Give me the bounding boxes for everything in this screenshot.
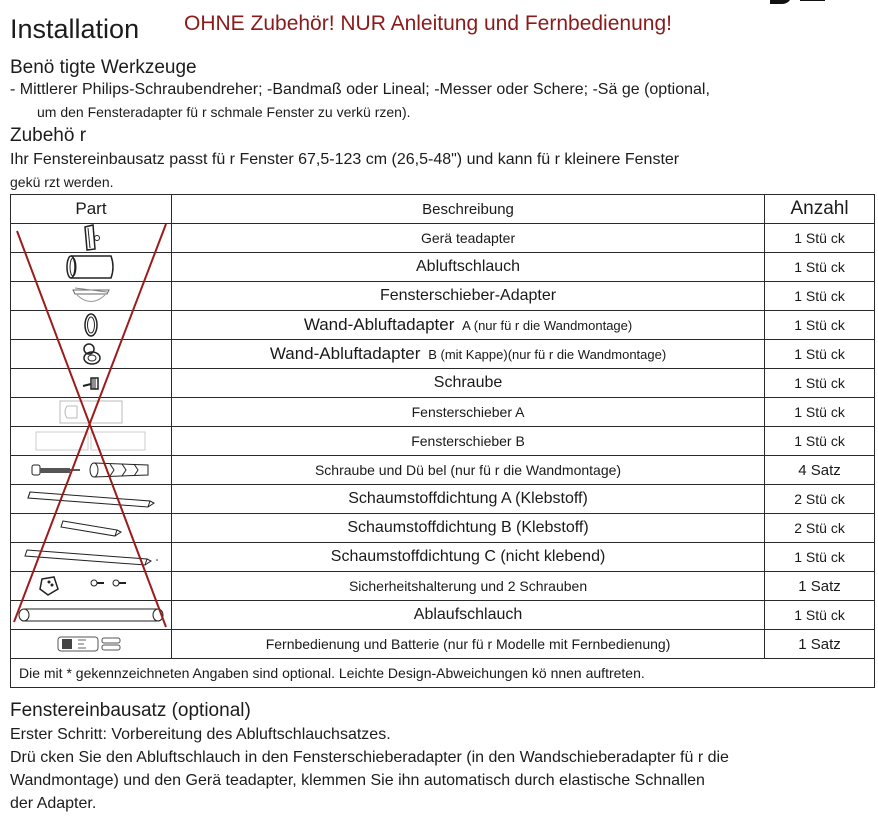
part-quantity: 4 Satz <box>765 456 875 485</box>
accessories-line-2: gekü rzt werden. <box>10 174 114 190</box>
part-quantity: 1 Stü ck <box>765 224 875 253</box>
table-row <box>11 340 875 369</box>
part-description-sub: B (mit Kappe)(nur fü r die Wandmontage) <box>428 347 667 362</box>
table-row <box>11 253 875 282</box>
table-row <box>11 282 875 311</box>
table-row <box>11 369 875 398</box>
part-quantity: 2 Stü ck <box>765 514 875 543</box>
table-row <box>11 543 875 572</box>
table-row <box>11 311 875 340</box>
header-quantity: Anzahl <box>765 195 875 224</box>
tools-line-1: - Mittlerer Philips-Schraubendreher; -Bandmaß oder Lineal; -Messer oder Schere; -Sä ge (optional, <box>10 81 710 98</box>
part-quantity: 1 Satz <box>765 572 875 601</box>
safety-bracket-icon <box>36 575 146 597</box>
table-row <box>11 630 875 659</box>
table-header-row <box>11 195 875 224</box>
table-row <box>11 572 875 601</box>
window-kit-body-line-2: Wandmontage) und den Gerä teadapter, klemmen Sie ihn automatisch durch elastische Schnallen <box>10 772 705 789</box>
table-row <box>11 456 875 485</box>
table-row <box>11 427 875 456</box>
accessories-line-1: Ihr Fenstereinbausatz passt fü r Fenster 67,5-123 cm (26,5-48") und kann fü r kleinere Fenster <box>10 151 680 168</box>
screw-icon <box>81 374 101 392</box>
table-row <box>11 601 875 630</box>
part-quantity: 1 Stü ck <box>765 311 875 340</box>
window-kit-heading: Fenstereinbausatz (optional) <box>10 700 251 721</box>
header-description: Beschreibung <box>171 195 764 224</box>
accessories-heading: Zubehö r <box>10 125 87 146</box>
foam-seal-b-icon <box>59 518 123 538</box>
foam-seal-c-icon <box>23 547 159 567</box>
page-title: Installation <box>10 14 140 44</box>
window-kit-body-line-3: der Adapter. <box>10 795 97 812</box>
window-slider-b-icon <box>35 431 147 451</box>
window-kit-step-1: Erster Schritt: Vorbereitung des Abluftschlauchsatzes. <box>10 726 391 743</box>
table-row <box>11 398 875 427</box>
part-description: Fernbedienung und Batterie (nur fü r Modelle mit Fernbedienung) <box>171 630 764 659</box>
wall-adapter-a-icon <box>82 312 100 338</box>
table-row <box>11 485 875 514</box>
part-quantity: 1 Stü ck <box>765 398 875 427</box>
part-description-sub: A (nur fü r die Wandmontage) <box>462 318 633 333</box>
header-part: Part <box>11 195 172 224</box>
part-description: Sicherheitshalterung und 2 Schrauben <box>171 572 764 601</box>
part-description: Schaumstoffdichtung C (nicht klebend) <box>171 543 764 572</box>
part-description-main: Wand-Abluftadapter <box>269 344 421 363</box>
window-slider-a-icon <box>59 400 123 424</box>
warning-note: OHNE Zubehör! NUR Anleitung und Fernbedienung! <box>184 12 672 35</box>
table-note-row <box>11 659 875 688</box>
wall-adapter-b-icon <box>80 341 102 367</box>
drain-hose-icon <box>18 606 164 624</box>
part-quantity: 1 Satz <box>765 630 875 659</box>
window-slider-adapter-icon <box>71 286 111 306</box>
part-quantity: 1 Stü ck <box>765 340 875 369</box>
part-description: Fensterschieber B <box>171 427 764 456</box>
part-quantity: 1 Stü ck <box>765 369 875 398</box>
exhaust-hose-icon <box>65 254 117 280</box>
remote-and-battery-icon <box>56 635 126 653</box>
part-description: Fensterschieber-Adapter <box>171 282 764 311</box>
screw-and-dowel-icon <box>30 461 152 479</box>
part-description <box>171 340 764 369</box>
parts-table <box>10 194 875 688</box>
part-description: Gerä teadapter <box>171 224 764 253</box>
window-kit-body-line-1: Drü cken Sie den Abluftschlauch in den Fensterschieberadapter (in den Wandschieberadapter fü r die <box>10 749 729 766</box>
part-description: Schraube und Dü bel (nur fü r die Wandmontage) <box>171 456 764 485</box>
part-description: Schaumstoffdichtung A (Klebstoff) <box>171 485 764 514</box>
optional-note: Die mit * gekennzeichneten Angaben sind optional. Leichte Design-Abweichungen kö nnen auftreten. <box>11 659 875 688</box>
part-quantity: 1 Stü ck <box>765 543 875 572</box>
part-quantity: 1 Stü ck <box>765 253 875 282</box>
part-quantity: 1 Stü ck <box>765 427 875 456</box>
table-row <box>11 224 875 253</box>
part-description <box>171 311 764 340</box>
part-description: Abluftschlauch <box>171 253 764 282</box>
part-description: Schaumstoffdichtung B (Klebstoff) <box>171 514 764 543</box>
part-quantity: 1 Stü ck <box>765 601 875 630</box>
part-description: Schraube <box>171 369 764 398</box>
part-description: Ablaufschlauch <box>171 601 764 630</box>
part-quantity: 1 Stü ck <box>765 282 875 311</box>
table-row <box>11 514 875 543</box>
part-description-main: Wand-Abluftadapter <box>303 315 455 334</box>
language-mark-de <box>770 0 830 4</box>
part-description: Fensterschieber A <box>171 398 764 427</box>
device-adapter-icon <box>79 224 103 252</box>
tools-heading: Benö tigte Werkzeuge <box>10 57 197 78</box>
tools-line-2: um den Fensteradapter fü r schmale Fenster zu verkü rzen). <box>37 104 411 120</box>
foam-seal-a-icon <box>26 489 156 509</box>
part-quantity: 2 Stü ck <box>765 485 875 514</box>
